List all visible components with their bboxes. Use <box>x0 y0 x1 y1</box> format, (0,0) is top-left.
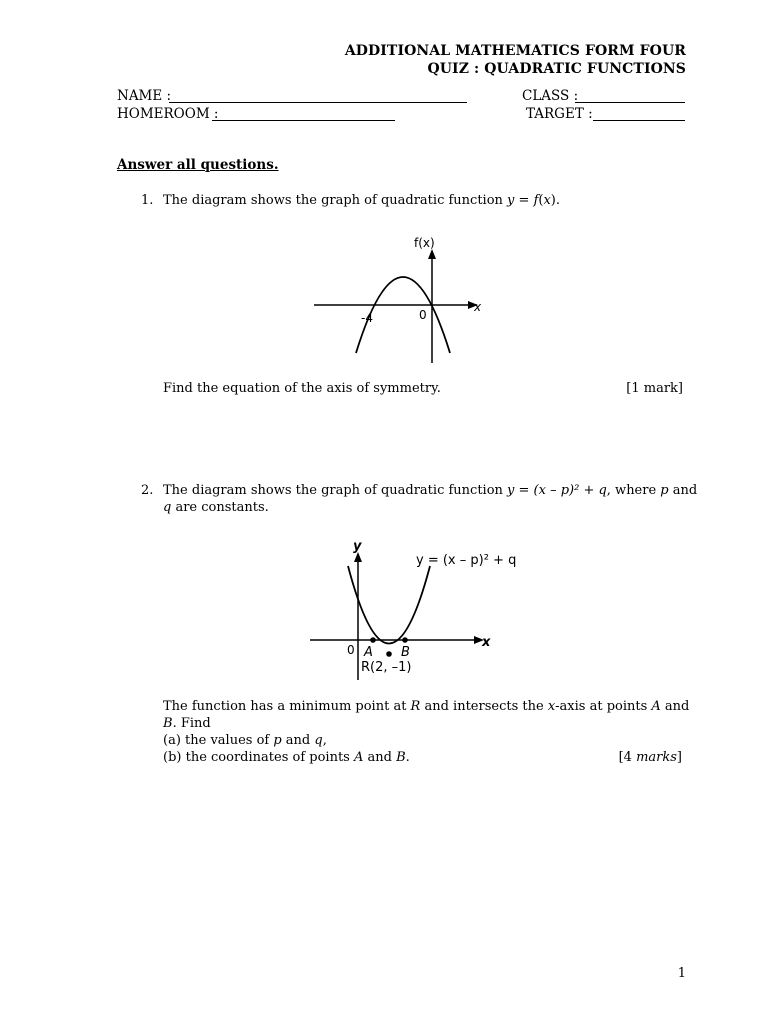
q1-number: 1. <box>141 193 154 208</box>
q2-marks: [4 marks] <box>618 750 682 765</box>
q2-part-b: (b) the coordinates of points A and B. <box>163 750 410 765</box>
q1-fx-label: f(x) <box>414 236 435 250</box>
instruction-heading: Answer all questions. <box>117 157 279 173</box>
q2-part-a: (a) the values of p and q, <box>163 733 327 748</box>
q2-point-b-label: B <box>401 645 410 660</box>
q2-curve-label: y = (x – p)² + q <box>416 553 517 568</box>
q1-marks: [1 mark] <box>626 381 683 396</box>
name-label: NAME : <box>117 88 172 104</box>
q2-text-line2: B. Find <box>163 716 211 731</box>
target-label: TARGET : <box>526 106 593 122</box>
q1-stem: The diagram shows the graph of quadratic function y = f(x). <box>163 193 561 208</box>
q1-root-label: -4 <box>361 311 373 325</box>
name-field[interactable] <box>169 102 467 103</box>
q2-origin-label: 0 <box>347 643 355 657</box>
q2-y-label: y <box>353 539 362 554</box>
document-title: ADDITIONAL MATHEMATICS FORM FOUR <box>344 43 686 59</box>
q2-x-label: x <box>482 635 491 650</box>
homeroom-label: HOMEROOM : <box>117 106 219 122</box>
q2-stem-line2: q are constants. <box>163 500 269 515</box>
q2-number: 2. <box>141 483 154 498</box>
document-subtitle: QUIZ : QUADRATIC FUNCTIONS <box>427 61 686 77</box>
q1-graph <box>298 225 504 365</box>
target-field[interactable] <box>593 120 685 121</box>
q2-stem-line1: The diagram shows the graph of quadratic function y = (x – p)² + q, where p and <box>163 483 698 498</box>
class-field[interactable] <box>575 102 685 103</box>
q1-question: Find the equation of the axis of symmetry. <box>163 381 441 396</box>
homeroom-field[interactable] <box>212 120 395 121</box>
page-number: 1 <box>677 966 686 981</box>
q1-origin-label: 0 <box>419 308 427 322</box>
q2-text-line1: The function has a minimum point at R and intersects the x-axis at points A and <box>163 699 690 714</box>
q2-graph <box>300 534 522 682</box>
class-label: CLASS : <box>522 88 579 104</box>
q2-point-r-label: R(2, –1) <box>361 660 412 675</box>
q1-x-label: x <box>474 300 482 314</box>
q2-point-a-label: A <box>364 645 373 660</box>
